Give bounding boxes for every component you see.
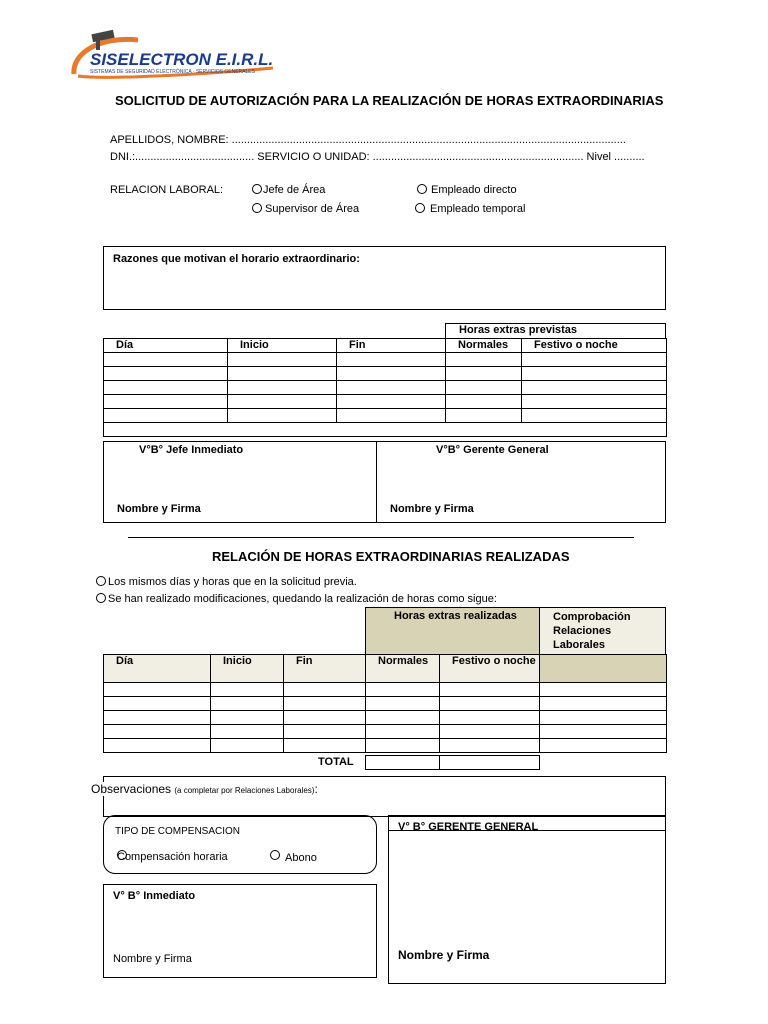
table-cell[interactable] [104, 725, 211, 739]
table-cell[interactable] [228, 395, 337, 409]
radio-jefe-area[interactable] [252, 184, 262, 194]
option-modified-hours: Se han realizado modificaciones, quedando la realización de horas como sigue: [108, 593, 497, 605]
vb-gerente-general-title: V° B° GERENTE GENERAL [398, 821, 539, 833]
table-cell[interactable] [104, 409, 228, 423]
table-cell[interactable] [284, 697, 366, 711]
table-cell[interactable] [440, 683, 540, 697]
table-cell[interactable] [522, 381, 667, 395]
table-cell[interactable] [284, 739, 366, 753]
table-cell[interactable] [366, 683, 440, 697]
table1-group-header-label: Horas extras previstas [459, 324, 578, 336]
table-cell[interactable] [366, 725, 440, 739]
table-cell[interactable] [104, 739, 211, 753]
comprobacion-label: Comprobación Relaciones Laborales [553, 611, 631, 651]
option-supervisor-area: Supervisor de Área [265, 203, 360, 215]
table-cell[interactable] [337, 353, 446, 367]
planned-hours-table [103, 338, 667, 437]
table-cell[interactable] [104, 395, 228, 409]
table-row[interactable] [104, 739, 667, 753]
table-cell[interactable] [440, 711, 540, 725]
table-cell[interactable] [337, 367, 446, 381]
observaciones-colon: : [314, 782, 318, 796]
table-cell[interactable] [366, 739, 440, 753]
total-festivo-cell[interactable] [439, 755, 540, 770]
table-cell[interactable] [211, 697, 284, 711]
table-cell[interactable] [540, 739, 667, 753]
table-cell[interactable] [228, 353, 337, 367]
total-label: TOTAL [318, 756, 354, 768]
vb-inmediato-title: V° B° Inmediato [113, 890, 196, 902]
table-cell[interactable] [366, 697, 440, 711]
col-festivo: Festivo o noche [440, 655, 540, 683]
table-cell[interactable] [104, 697, 211, 711]
table-cell[interactable] [337, 409, 446, 423]
table-row[interactable] [104, 725, 667, 739]
col-dia: Día [104, 655, 211, 683]
table-cell[interactable] [284, 683, 366, 697]
table-cell[interactable] [104, 367, 228, 381]
table-cell[interactable] [284, 711, 366, 725]
col-festivo: Festivo o noche [522, 339, 667, 353]
vb-jefe-title: V°B° Jefe Inmediato [139, 444, 244, 456]
table-row[interactable] [104, 367, 667, 381]
table-cell[interactable] [522, 353, 667, 367]
option-abono: Abono [285, 852, 317, 864]
table-cell[interactable] [104, 423, 667, 437]
table-cell[interactable] [540, 725, 667, 739]
observaciones-note: (a completar por Relaciones Laborales) [174, 786, 315, 795]
option-same-hours: Los mismos días y horas que en la solicitud previa. [108, 576, 357, 588]
col-fin: Fin [337, 339, 446, 353]
table-cell[interactable] [540, 697, 667, 711]
table-row[interactable] [104, 697, 667, 711]
table-cell[interactable] [104, 683, 211, 697]
table-cell[interactable] [522, 367, 667, 381]
section-divider [128, 537, 634, 538]
radio-abono[interactable] [270, 850, 280, 860]
table-cell[interactable] [522, 409, 667, 423]
col-dia: Día [104, 339, 228, 353]
table-cell[interactable] [440, 725, 540, 739]
option-empleado-temporal: Empleado temporal [430, 203, 526, 215]
table-header-row [104, 339, 667, 353]
table-cell[interactable] [228, 367, 337, 381]
dni-service-field[interactable]: DNI.:....................................... SERVICIO O UNIDAD: ..................................................................... Nivel .......... [110, 151, 645, 163]
form-title: SOLICITUD DE AUTORIZACIÓN PARA LA REALIZACIÓN DE HORAS EXTRAORDINARIAS [115, 93, 664, 108]
table2-group-header-label: Horas extras realizadas [394, 610, 517, 622]
table-row[interactable] [104, 395, 667, 409]
table-row[interactable] [104, 711, 667, 725]
table-cell[interactable] [540, 683, 667, 697]
table-cell[interactable] [211, 739, 284, 753]
observaciones-label-row [91, 782, 318, 796]
table-cell[interactable] [446, 409, 522, 423]
table-cell[interactable] [211, 711, 284, 725]
radio-modified-hours[interactable] [96, 593, 106, 603]
radio-empleado-directo[interactable] [417, 184, 427, 194]
table-row[interactable] [104, 353, 667, 367]
table-header-row [104, 655, 667, 683]
section2-title: RELACIÓN DE HORAS EXTRAORDINARIAS REALIZADAS [212, 549, 570, 564]
table-cell[interactable] [440, 697, 540, 711]
table-cell[interactable] [228, 381, 337, 395]
realized-hours-table [103, 654, 667, 753]
option-compensacion-horaria: Compensación horaria [117, 851, 228, 863]
compensacion-box [103, 815, 377, 874]
table-cell[interactable] [211, 683, 284, 697]
table-cell[interactable] [337, 381, 446, 395]
vb-gerente-sign: Nombre y Firma [390, 503, 474, 515]
table-row[interactable] [104, 683, 667, 697]
table-cell[interactable] [104, 381, 228, 395]
table-cell[interactable] [446, 367, 522, 381]
col-inicio: Inicio [211, 655, 284, 683]
relacion-laboral-label: RELACION LABORAL: [110, 184, 224, 196]
logo-tagline: SISTEMAS DE SEGURIDAD ELECTRÓNICA · SERVICIOS GENERALES [90, 69, 255, 75]
logo-brand: SISELECTRON E.I.R.L. [90, 50, 274, 69]
company-logo [68, 24, 283, 82]
table-cell[interactable] [337, 395, 446, 409]
col-fin: Fin [284, 655, 366, 683]
col-comprobacion [540, 655, 667, 683]
table-row[interactable] [104, 423, 667, 437]
table-cell[interactable] [104, 353, 228, 367]
radio-supervisor-area[interactable] [252, 203, 262, 213]
apellidos-field[interactable]: APELLIDOS, NOMBRE: ................................................................................................................................. [110, 134, 626, 146]
col-normales: Normales [446, 339, 522, 353]
vb-gerente-general-sign: Nombre y Firma [398, 948, 490, 962]
table-cell[interactable] [446, 353, 522, 367]
table-cell[interactable] [446, 395, 522, 409]
table-cell[interactable] [284, 725, 366, 739]
col-normales: Normales [366, 655, 440, 683]
table-cell[interactable] [540, 711, 667, 725]
table-cell[interactable] [446, 381, 522, 395]
radio-empleado-temporal[interactable] [415, 203, 425, 213]
table-cell[interactable] [366, 711, 440, 725]
total-normales-cell[interactable] [365, 755, 440, 770]
vb-gerente-title: V°B° Gerente General [436, 444, 549, 456]
observaciones-label: Observaciones [91, 782, 172, 796]
table-cell[interactable] [104, 711, 211, 725]
table-row[interactable] [104, 409, 667, 423]
radio-same-hours[interactable] [96, 576, 106, 586]
table-cell[interactable] [211, 725, 284, 739]
table-cell[interactable] [522, 395, 667, 409]
option-empleado-directo: Empleado directo [431, 184, 517, 196]
vb-inmediato-sign: Nombre y Firma [113, 953, 192, 965]
table-row[interactable] [104, 381, 667, 395]
compensacion-title: TIPO DE COMPENSACION [115, 826, 241, 837]
vb-jefe-sign: Nombre y Firma [117, 503, 201, 515]
col-inicio: Inicio [228, 339, 337, 353]
table-cell[interactable] [440, 739, 540, 753]
razones-label: Razones que motivan el horario extraordinario: [113, 253, 360, 265]
table-cell[interactable] [228, 409, 337, 423]
option-jefe-area: Jefe de Área [263, 184, 326, 196]
